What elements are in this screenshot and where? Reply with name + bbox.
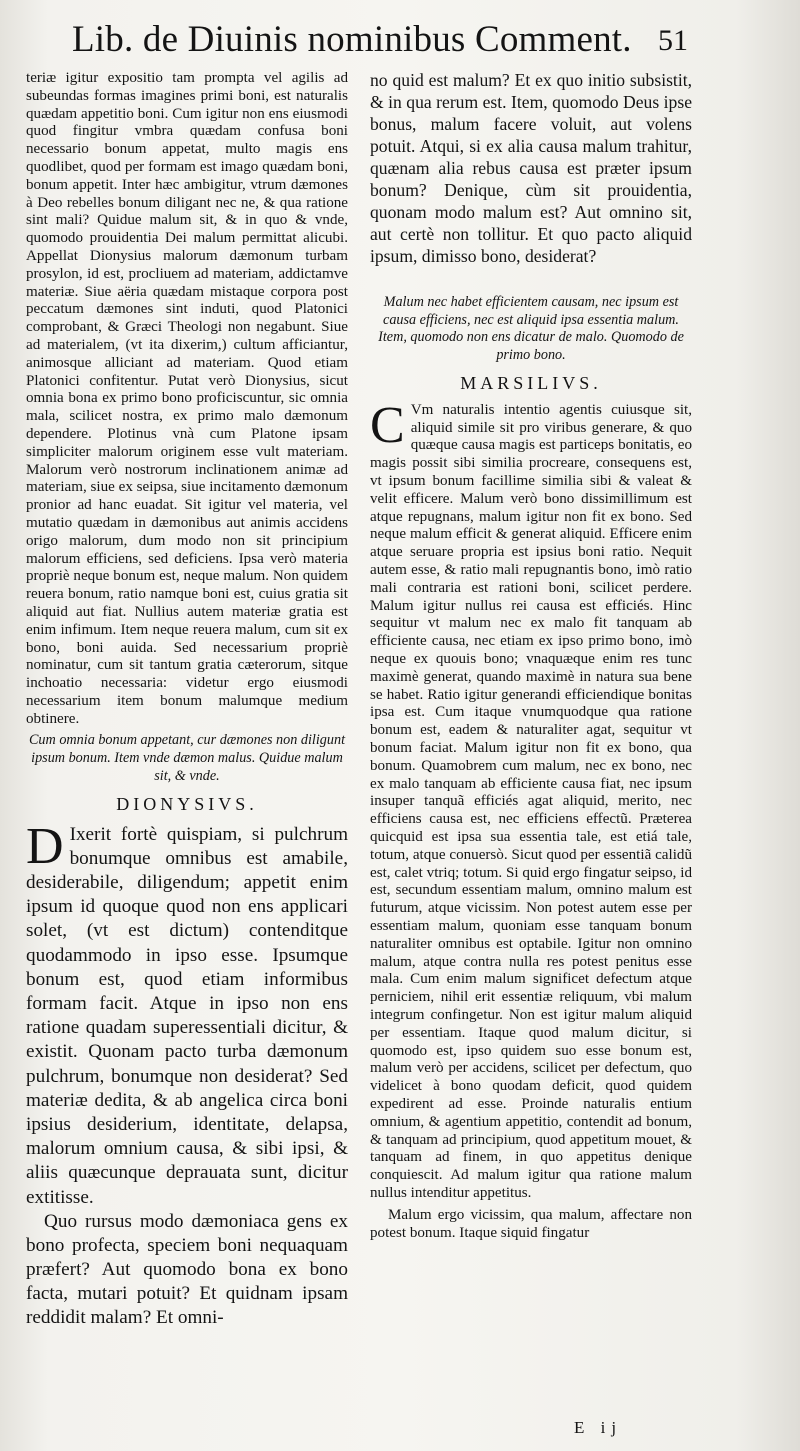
chapter-summary: Malum nec habet efficientem causam, nec ipsum est causa efficiens, nec est aliquid ipsa essentia malum. Item, quomodo non ens dicatur de malo. Quomodo de primo bono. [378, 293, 684, 364]
speaker-heading: MARSILIVS. [460, 372, 602, 393]
running-title: Lib. de Diuinis nominibus Comment. [72, 19, 632, 60]
marsilius-commentary [370, 396, 692, 1203]
commentary-paragraph: Vm naturalis intentio agentis cuiusque sit, aliquid simile sit pro viribus generare, & quo quæque causa magis est particeps bonitatis, eo magis possit sibi similia procreare, consequens est, vt ipsum bonum facillime similia sibi & valeat & velit efficere. Malum verò bono dissimillimum est atque repugnans, malum igitur non fit ex bono. Sed neque malum efficit & generat aliquid. Efficere enim atque seruare propria est ipsius boni ratio. Nequit autem esse, & ratio mali repugnantis bono, imò ratio mali contraria est rationi boni, scilicet perdere. Malum igitur nullus rei causa est efficiés. Hinc sequitur vt malum nec ex malo fit tanquam ab efficiente causa, nec etiam ex ipso primo bono, imò neque ex quouis bono; vnaquæque enim res tunc maximè generat, quando maximè in natura sua bene se habet. Ratio igitur generandi efficiendique bonitas ipsa est. Cum itaque vnumquodque qua ratione bonum est, eadem & naturaliter agat, sequitur vt bonum faciat. Malum igitur non fit ex bono, qua bonum. Quamobrem cum malum, nec ex bono, nec ex malo tanquam ab efficiente causa fiat, nec ipsum insuper tanquã efficiés agat aliquid, merito, nec efficiens causa est, nec efficiens effectũ. Præterea quicquid est ipsa sua essentia tale, est etiá tale, totum, atque conuersò. Sicut quod per essentiã calidũ est, calet vtriq; totum. Si quid ergo fingatur seipso, id est, secundum essentiam malum, omnino malum est futurum, atque vicissim. Non potest autem esse per essentiam malum, quoniam esse tanquam bonum naturaliter omnibus est optabile. Igitur non omnino malum, atque contra nulla res potest penitus esse mala. Cum enim malum significet defectum atque perniciem, nihil erit essentiæ reliquum, vbi malum integrum confingetur. Non est igitur malum aliquid per essentiam. Itaque quod malum dicitur, si quomodo est, ipso quidem suo esse bonum est, malum verò per accidens, scilicet per defectum, quo videlicet à bono quodam deficit, quod quidem expedirent ad esse. Proinde naturalis entium omnium, & agentium appetitio, contendit ad bonum, & tanquam ad principium, quod appetitum mouet, & tanquam ad finem, in quo appetitus denique conquiescit. Ad malum igitur qua ratione malum nullus intenditur appetitus. [370, 401, 692, 1201]
right-column [370, 70, 692, 1242]
text-continuation: no quid est malum? Et ex quo initio subsistit, & in qua rerum est. Item, quomodo Deus ipse bonus, malum facere voluit, aut volens potuit. Atqui, si ex alia causa malum trahitur, quænam alia rebus causa est præter ipsum bonum? Denique, cùm sit prouidentia, quonam modo malum est? Aut omnino sit, aut certè non tollitur. Et quo pacto aliquid ipsum, dimisso bono, desiderat? [370, 70, 692, 266]
commentary-paragraph: teriæ igitur expositio tam prompta vel agilis ad subeundas formas imagines primi boni, est naturalis quædam appetitio boni. Cum igitur non ens eiusmodi quod fingitur vmbra quædam confusa boni necessario bonum appetat, multo magis ens quodlibet, quod per formam est imago quædam boni, bonum appetit. Inter hæc ambigitur, vtrum dæmones à Deo rebelles bonum diligant nec ne, & qua ratione sint mali? Quidue malum sit, & in quo & vnde, quomodo prouidentia Dei malum permittat alicubi. Appellat Dionysius malorum dæmonum turbam prosylon, id est, procliuem ad materiam, addictamve materiæ. Siue aëria quædam mistaque corpora post peccatum dæmones sint induti, quod Platonici comprobant, & Græci Theologi non negabunt. Siue ad materialem, (vt ita dixerim,) cultum afficiantur, animosque alliciant ad materiam. Quod etiam Platonici confitentur. Putat verò Dionysius, sicut omnia bona ex primo bono proficiscuntur, sic omnia mala, scilicet nostra, ex primo malo dæmonum dependere. Plotinus vnà cum Platone ipsam simpliciter malorum originem esse vult materiam. Malorum verò nostrorum inclinationem animæ ad materiam, siue ex seipsa, siue incitamento dæmonum pronior ad hanc euadat. Sit igitur vel materia, vel mutatio quædam in dæmonibus aut animis accidens origo malorum, dum modo non sit principium malorum efficiens, sed deficiens. Ipsa verò materia propriè neque bonum est, neque malum. Non quidem reuera bonum, ratio namque boni est, cuius gratia sit aliquid aut fiat. Nullius autem materiæ gratia est enim infimum. Item neque reuera malum, cum sit ex bono, boni auida. Sed necessarium propriè nominatur, cum sit tantum gratia cæterorum, sitque inchoatio necessaria: videtur ergo eiusmodi necessarium item bonum malumque medium obtinere. [26, 70, 348, 727]
speaker-heading: DIONYSIVS. [116, 793, 258, 814]
chapter-summary: Cum omnia bonum appetant, cur dæmones non diligunt ipsum bonum. Item vnde dæmon malus. Quidue malum sit, & vnde. [28, 732, 346, 784]
dionysius-text [26, 817, 348, 1210]
folio-number: 51 [658, 24, 688, 57]
signature-mark: E ij [574, 1418, 623, 1437]
commentary-paragraph: Malum ergo vicissim, qua malum, affectare non potest bonum. Itaque siquid fingatur [370, 1206, 692, 1241]
drop-capital: C [370, 396, 405, 454]
left-column [26, 70, 348, 1331]
text-paragraph: Quo rursus modo dæmoniaca gens ex bono profecta, speciem boni nequaquam præfert? Aut quomodo bona ex bono facta, mutari potuit? Et quidnam ipsam reddidit malam? Et omni- [26, 1210, 348, 1329]
page-header [0, 18, 800, 68]
text-paragraph: Ixerit fortè quispiam, si pulchrum bonumque omnibus est amabile, desiderabile, diligendum; appetit enim ipsum id quoque quod non ens applicari solet, (vt est dictum) contenditque quodammodo in ipso esse. Ipsumque bonum est, quod etiam informibus formam facit. Atque in ipso non ens ratione quadam superessentiali dicitur, & existit. Quonam pacto turba dæmonum pulchrum, bonumque non desiderat? Sed materiæ dedita, & ab angelica circa boni ipsius desiderium, identitate, delapsa, malorum omnium causa, & sibi ipsi, & aliis quæcunque deprauata sunt, dicitur extitisse. [26, 823, 348, 1208]
drop-capital: D [26, 817, 64, 875]
